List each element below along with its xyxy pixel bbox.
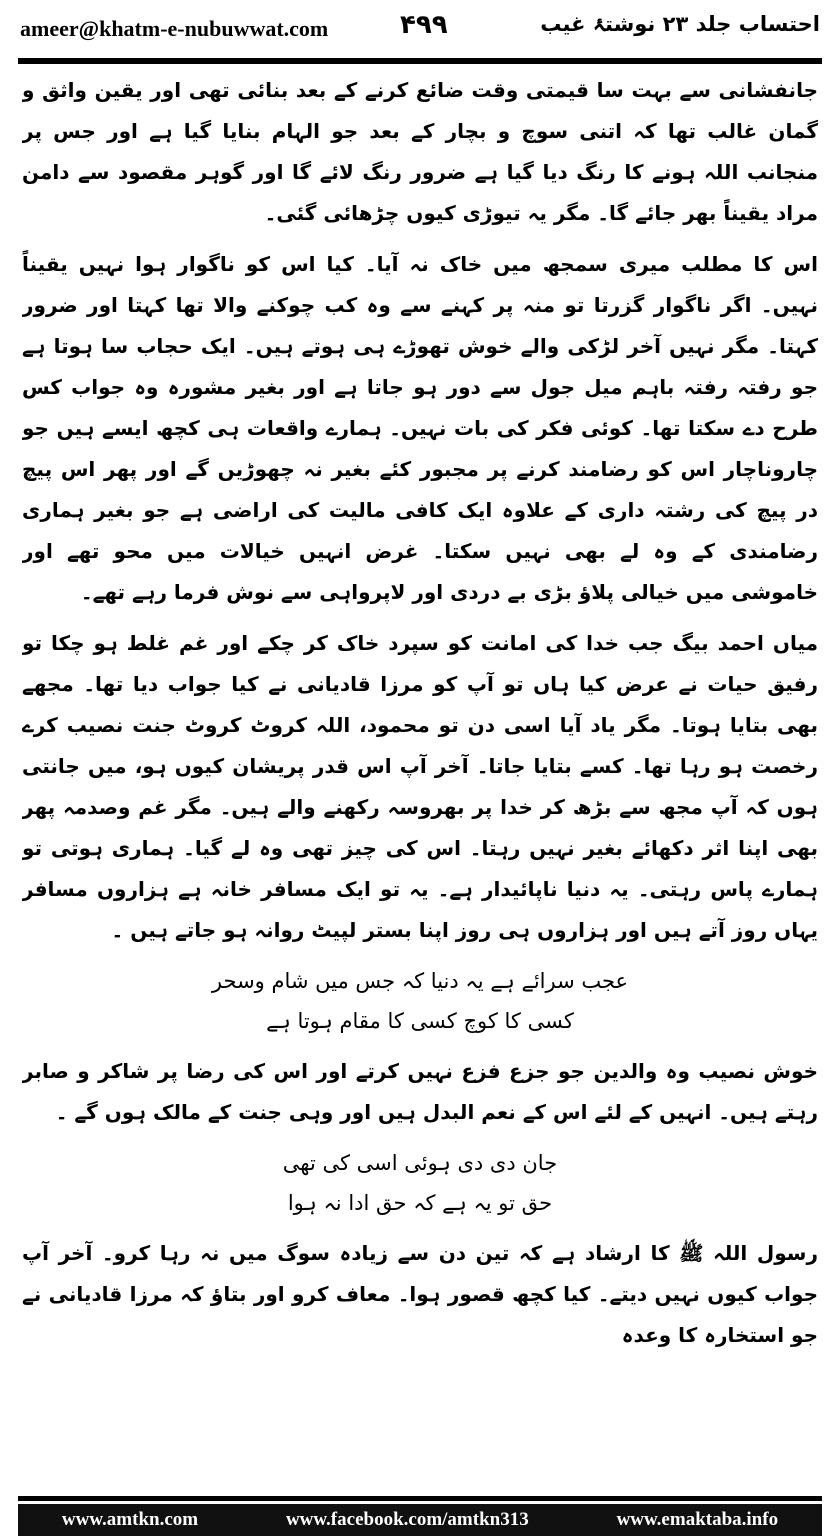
header-email: ameer@khatm-e-nubuwwat.com <box>20 16 329 41</box>
footer-link-amtkn[interactable]: www.amtkn.com <box>61 1509 199 1530</box>
page-number: ۴۹۹ <box>400 10 448 40</box>
poem-1-line-2: کسی کا کوچ کسی کا مقام ہوتا ہے <box>266 1009 574 1033</box>
footer-link-facebook[interactable]: www.facebook.com/amtkn313 <box>285 1509 529 1530</box>
poem-1 <box>22 961 818 1041</box>
paragraph-5: رسول اللہ ﷺ کا ارشاد ہے کہ تین دن سے زیادہ سوگ میں نہ رہا کرو۔ آخر آپ جواب کیوں نہیں دیتے۔ کیا کچھ قصور ہوا۔ معاف کرو اور بتاؤ کہ مرزا قادیانی نے جو استخارہ کا وعدہ <box>22 1241 818 1347</box>
poem-2-line-1: جان دی دی ہوئی اسی کی تھی <box>282 1151 558 1175</box>
footer-link-emaktaba[interactable]: www.emaktaba.info <box>616 1509 779 1530</box>
paragraph-3: میاں احمد بیگ جب خدا کی امانت کو سپرد خاک کر چکے اور غم غلط ہو چکا تو رفیق حیات نے عرض کیا ہاں تو آپ کو مرزا قادیانی نے کیا جواب دیا تھا۔ مجھے بھی بتایا ہوتا۔ مگر یاد آیا اسی دن تو محمود، اللہ کروٹ کروٹ جنت نصیب کرے رخصت ہو رہا تھا۔ کسے بتایا جاتا۔ آخر آپ اس قدر پریشان کیوں ہو، میں جانتی ہوں کہ آپ مجھ سے بڑھ کر خدا پر بھروسہ رکھنے والے ہیں۔ مگر غم وصدمہ پھر بھی اپنا اثر دکھائے بغیر نہیں رہتا۔ اس کی چیز تھی وہ لے گیا۔ ہماری ہوتی تو ہمارے پاس رہتی۔ یہ دنیا ناپائیدار ہے۔ یہ تو ایک مسافر خانہ ہے ہزاروں مسافر یہاں روز آتے ہیں اور ہزاروں ہی روز اپنا بستر لپیٹ روانہ ہو جاتے ہیں ۔ <box>22 631 818 942</box>
poem-2-line-2: حق تو یہ ہے کہ حق ادا نہ ہوا <box>287 1191 553 1215</box>
header-rule <box>18 58 822 64</box>
poem-1-line-1: عجب سرائے ہے یہ دنیا کہ جس میں شام وسحر <box>211 969 629 993</box>
page-body <box>22 70 818 1490</box>
book-title: احتساب جلد ۲۳ نوشتۂ غیب <box>540 12 820 36</box>
paragraph-2: اس کا مطلب میری سمجھ میں خاک نہ آیا۔ کیا اس کو ناگوار ہوا نہیں یقیناً نہیں۔ اگر ناگوار گزرتا تو منہ پر کہنے سے وہ کب چوکنے والا تھا کہتا اور ضرور کہتا۔ مگر نہیں آخر لڑکی والے خوش تھوڑے ہی ہوتے ہیں۔ ایک حجاب سا ہوتا ہے جو رفتہ رفتہ باہم میل جول سے دور ہو جاتا ہے اور بغیر مشورہ وہ جواب کس طرح دے سکتا تھا۔ کوئی فکر کی بات نہیں۔ ہمارے واقعات ہی کچھ ایسے ہیں جو چاروناچار اس کو رضامند کرنے پر مجبور کئے بغیر نہ چھوڑیں گے اور پھر اس پیچ در پیچ کی رشتہ داری کے علاوہ ایک کافی مالیت کی اراضی ہے جو بغیر ہماری رضامندی کے وہ لے بھی نہیں سکتا۔ غرض انہیں خیالات میں محو تھے اور خاموشی میں خیالی پلاؤ بڑی بے دردی اور لاپرواہی سے نوش فرما رہے تھے۔ <box>22 252 818 604</box>
paragraph-1: جانفشانی سے بہت سا قیمتی وقت ضائع کرنے کے بعد بنائی تھی اور یقین واثق و گمان غالب تھا کہ اتنی سوچ و بچار کے بعد جو الہام بنایا گیا ہے اور جس پر منجانب اللہ ہونے کا رنگ دیا گیا ہے ضرور رنگ لائے گا اور گوہر مقصود سے دامن مراد یقیناً بھر جائے گا۔ مگر یہ تیوڑی کیوں چڑھائی گئی۔ <box>22 78 818 225</box>
paragraph-4: خوش نصیب وہ والدین جو جزع فزع نہیں کرتے اور اس کی رضا پر شاکر و صابر رہتے ہیں۔ انہیں کے لئے اس کے نعم البدل ہیں اور وہی جنت کے مالک ہوں گے ۔ <box>22 1059 818 1124</box>
page-footer <box>18 1504 822 1536</box>
poem-2 <box>22 1143 818 1223</box>
page-header <box>18 10 822 52</box>
footer-rule <box>18 1496 822 1501</box>
